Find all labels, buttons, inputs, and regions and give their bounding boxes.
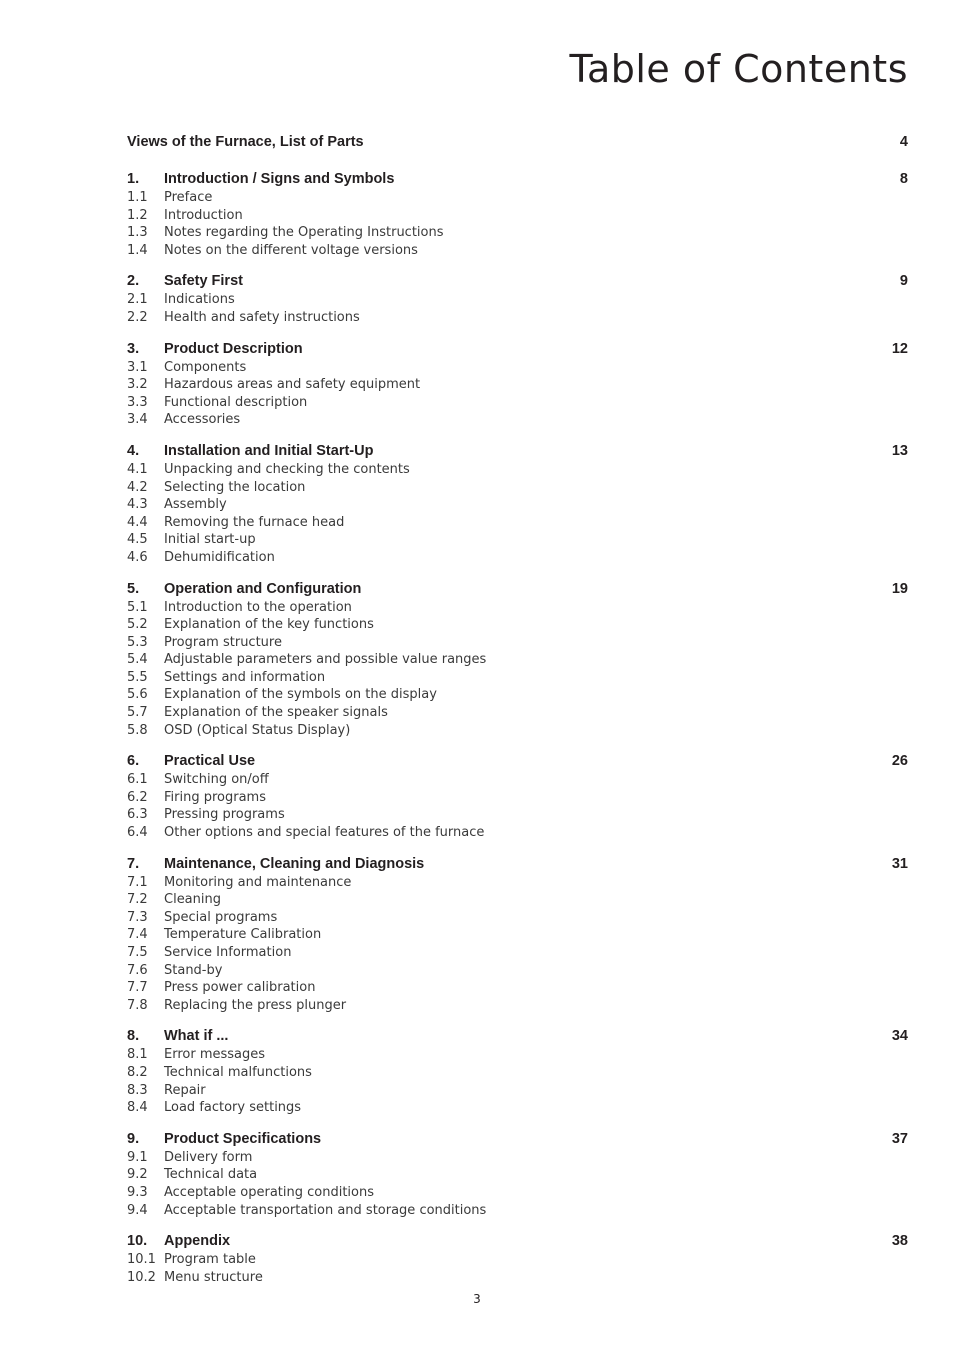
toc-subsection[interactable]	[127, 1251, 908, 1269]
toc-subsection-title: Program structure	[164, 634, 282, 650]
toc-subsection-number: 9.1	[127, 1149, 148, 1165]
toc-subsection[interactable]	[127, 962, 908, 980]
toc-section-heading[interactable]	[127, 1232, 908, 1251]
toc-subsection-number: 4.6	[127, 549, 148, 565]
toc-subsection-number: 10.1	[127, 1252, 156, 1268]
toc-subsection-title: Functional description	[164, 394, 308, 410]
toc-subsection-title: Temperature Calibration	[164, 927, 322, 943]
toc-subsection-title: Introduction	[164, 207, 243, 223]
toc-section-number: 8.	[127, 1028, 140, 1045]
toc-section-page: 13	[891, 442, 908, 459]
toc-section-page: 8	[899, 171, 908, 187]
toc-subsection[interactable]	[127, 189, 908, 207]
toc-subsection-number: 5.3	[127, 634, 148, 650]
toc-subsection-title: Adjustable parameters and possible value ranges	[164, 652, 487, 668]
toc-subsection-number: 7.8	[127, 997, 148, 1013]
toc-subsection-number: 1.1	[127, 190, 148, 205]
toc-section-page: 9	[899, 273, 908, 290]
toc-subsection[interactable]	[127, 309, 908, 327]
toc-section-number: 6.	[127, 753, 140, 770]
toc-subsection[interactable]	[127, 242, 908, 260]
toc-section-heading[interactable]	[127, 170, 908, 189]
toc-subsection-title: Stand-by	[164, 962, 223, 978]
toc-sections	[127, 170, 908, 1286]
toc-subsection-number: 1.3	[127, 225, 148, 241]
toc-subsection[interactable]	[127, 1149, 908, 1167]
toc-section-page: 34	[891, 1028, 908, 1045]
toc-section-page: 31	[891, 855, 908, 872]
toc-subsection-number: 8.1	[127, 1047, 148, 1063]
toc-section-heading[interactable]	[127, 752, 908, 771]
toc-subsection-number: 4.5	[127, 532, 148, 548]
toc-subsection-title: Technical malfunctions	[164, 1064, 312, 1080]
toc-subsection-title: Accessories	[164, 412, 241, 428]
toc-section-page: 26	[891, 753, 908, 770]
toc-subsection-title: Repair	[164, 1082, 206, 1098]
toc-subsection-number: 7.1	[127, 874, 148, 890]
toc-subsection[interactable]	[127, 909, 908, 927]
toc-subsection[interactable]	[127, 531, 908, 549]
toc-subsection-number: 5.6	[127, 687, 148, 703]
toc-section-number: 2.	[127, 273, 140, 290]
toc-subsection-number: 3.1	[127, 359, 148, 375]
toc-subsection-title: Monitoring and maintenance	[164, 874, 352, 890]
toc-subsection-title: Removing the furnace head	[164, 514, 345, 530]
toc-subsection-number: 7.4	[127, 927, 148, 943]
toc-subsection[interactable]	[127, 891, 908, 909]
table-of-contents	[127, 133, 908, 1299]
toc-section	[127, 1232, 908, 1286]
toc-subsection-title: Switching on/off	[164, 772, 269, 788]
toc-subsection-number: 5.2	[127, 617, 148, 633]
toc-subsection[interactable]	[127, 1184, 908, 1202]
toc-subsection-title: Settings and information	[164, 669, 326, 685]
toc-subsection[interactable]	[127, 1046, 908, 1064]
toc-section	[127, 580, 908, 740]
toc-section-number: 4.	[127, 442, 140, 459]
toc-subsection[interactable]	[127, 874, 908, 892]
toc-subsection[interactable]	[127, 479, 908, 497]
toc-section-title: Operation and Configuration	[164, 580, 362, 597]
toc-subsection[interactable]	[127, 686, 908, 704]
toc-subsection-title: Explanation of the key functions	[164, 617, 374, 633]
toc-subsection[interactable]	[127, 496, 908, 514]
toc-subsection-number: 5.7	[127, 705, 148, 721]
toc-section-heading[interactable]	[127, 442, 908, 461]
toc-subsection[interactable]	[127, 979, 908, 997]
toc-subsection-title: Error messages	[164, 1047, 266, 1063]
toc-subsection-title: Firing programs	[164, 789, 266, 805]
toc-section-heading[interactable]	[127, 580, 908, 599]
toc-subsection[interactable]	[127, 1099, 908, 1117]
toc-subsection-number: 5.8	[127, 722, 148, 738]
toc-subsection[interactable]	[127, 806, 908, 824]
toc-subsection-title: Dehumidification	[164, 549, 275, 565]
toc-subsection[interactable]	[127, 824, 908, 842]
toc-subsection-number: 1.2	[127, 207, 148, 223]
toc-subsection-number: 7.3	[127, 909, 148, 925]
toc-subsection-number: 4.4	[127, 514, 148, 530]
toc-subsection-title: OSD (Optical Status Display)	[164, 722, 351, 738]
toc-section-title: Maintenance, Cleaning and Diagnosis	[164, 855, 425, 872]
toc-subsection-title: Acceptable transportation and storage conditions	[164, 1202, 487, 1218]
toc-subsection-number: 6.1	[127, 772, 148, 788]
toc-subsection-title: Health and safety instructions	[164, 309, 360, 325]
toc-section	[127, 855, 908, 1015]
toc-subsection[interactable]	[127, 926, 908, 944]
toc-subsection[interactable]	[127, 722, 908, 740]
toc-subsection-number: 5.1	[127, 599, 148, 615]
toc-subsection-title: Service Information	[164, 945, 292, 960]
toc-section-page: 12	[891, 340, 908, 357]
toc-subsection-number: 6.4	[127, 825, 148, 841]
toc-subsection-title: Hazardous areas and safety equipment	[164, 377, 421, 393]
toc-subsection[interactable]	[127, 669, 908, 687]
toc-section	[127, 1130, 908, 1219]
page-number: 3	[473, 1292, 481, 1306]
toc-subsection-number: 6.2	[127, 789, 148, 805]
toc-subsection[interactable]	[127, 207, 908, 225]
toc-subsection[interactable]	[127, 1269, 908, 1287]
toc-subsection[interactable]	[127, 1064, 908, 1082]
toc-intro-page: 4	[899, 134, 908, 150]
toc-subsection-number: 5.4	[127, 652, 148, 668]
toc-section-number: 1.	[127, 171, 140, 187]
toc-subsection-number: 6.3	[127, 807, 148, 823]
toc-subsection[interactable]	[127, 376, 908, 394]
toc-subsection[interactable]	[127, 291, 908, 309]
toc-intro-entry[interactable]	[127, 133, 908, 152]
toc-section-number: 3.	[127, 340, 140, 357]
toc-subsection-number: 9.4	[127, 1202, 148, 1218]
toc-subsection-number: 7.5	[127, 945, 148, 960]
toc-subsection-title: Explanation of the speaker signals	[164, 705, 388, 721]
toc-subsection-title: Introduction to the operation	[164, 599, 352, 615]
toc-subsection-title: Delivery form	[164, 1149, 253, 1165]
toc-section-heading[interactable]	[127, 1130, 908, 1149]
toc-subsection[interactable]	[127, 549, 908, 567]
toc-subsection[interactable]	[127, 616, 908, 634]
toc-subsection-title: Technical data	[164, 1167, 258, 1183]
page-title: Table of Contents	[569, 47, 908, 91]
toc-section-page: 19	[891, 580, 908, 597]
toc-subsection[interactable]	[127, 461, 908, 479]
toc-subsection[interactable]	[127, 411, 908, 429]
toc-section-heading[interactable]	[127, 1027, 908, 1046]
toc-subsection-number: 10.2	[127, 1269, 156, 1285]
toc-subsection[interactable]	[127, 1082, 908, 1100]
toc-subsection[interactable]	[127, 599, 908, 617]
toc-section-page: 38	[891, 1233, 908, 1250]
toc-subsection-title: Special programs	[164, 909, 278, 925]
toc-section	[127, 170, 908, 259]
toc-section-number: 9.	[127, 1130, 140, 1147]
toc-subsection-title: Menu structure	[164, 1269, 263, 1285]
toc-subsection-title: Press power calibration	[164, 980, 316, 996]
toc-subsection[interactable]	[127, 359, 908, 377]
toc-section	[127, 752, 908, 841]
toc-subsection-number: 4.1	[127, 461, 148, 477]
toc-subsection-number: 7.7	[127, 980, 148, 996]
toc-section	[127, 340, 908, 429]
toc-section-title: Appendix	[164, 1233, 231, 1250]
toc-subsection-number: 3.2	[127, 377, 148, 393]
toc-subsection-title: Program table	[164, 1252, 256, 1268]
toc-section-title: Practical Use	[164, 753, 256, 770]
toc-subsection[interactable]	[127, 789, 908, 807]
toc-section-number: 7.	[127, 855, 140, 872]
toc-subsection-title: Notes on the different voltage versions	[164, 242, 418, 258]
toc-subsection-number: 4.2	[127, 479, 148, 495]
toc-subsection[interactable]	[127, 997, 908, 1015]
toc-subsection-title: Indications	[164, 292, 235, 308]
toc-intro-label: Views of the Furnace, List of Parts	[127, 134, 364, 150]
toc-subsection[interactable]	[127, 224, 908, 242]
toc-section-title: Installation and Initial Start-Up	[164, 442, 374, 459]
toc-subsection-title: Unpacking and checking the contents	[164, 461, 410, 477]
toc-section-page: 37	[891, 1130, 908, 1147]
toc-subsection-number: 9.3	[127, 1184, 148, 1200]
toc-subsection-title: Other options and special features of the furnace	[164, 825, 485, 841]
toc-subsection-number: 5.5	[127, 669, 148, 685]
toc-section	[127, 272, 908, 326]
toc-subsection-title: Replacing the press plunger	[164, 997, 347, 1013]
toc-subsection-title: Initial start-up	[164, 532, 256, 548]
toc-subsection-number: 7.2	[127, 892, 148, 908]
toc-subsection-title: Acceptable operating conditions	[164, 1184, 374, 1200]
toc-section-title: Introduction / Signs and Symbols	[164, 171, 395, 187]
toc-subsection-title: Preface	[164, 190, 213, 205]
toc-section-title: Product Specifications	[164, 1130, 322, 1147]
toc-subsection[interactable]	[127, 944, 908, 962]
toc-subsection-number: 8.2	[127, 1064, 148, 1080]
toc-subsection[interactable]	[127, 1166, 908, 1184]
toc-subsection-number: 8.3	[127, 1082, 148, 1098]
toc-subsection-title: Explanation of the symbols on the display	[164, 687, 437, 703]
toc-subsection-title: Pressing programs	[164, 807, 285, 823]
toc-section-number: 5.	[127, 580, 140, 597]
toc-subsection[interactable]	[127, 394, 908, 412]
toc-subsection-title: Notes regarding the Operating Instructions	[164, 225, 444, 241]
toc-section-title: What if ...	[164, 1028, 229, 1045]
toc-subsection-number: 2.2	[127, 309, 148, 325]
toc-subsection-number: 4.3	[127, 497, 148, 513]
toc-section-number: 10.	[127, 1233, 148, 1250]
toc-subsection[interactable]	[127, 704, 908, 722]
toc-subsection-number: 9.2	[127, 1167, 148, 1183]
toc-subsection[interactable]	[127, 1202, 908, 1220]
toc-subsection[interactable]	[127, 514, 908, 532]
toc-section-heading[interactable]	[127, 272, 908, 291]
toc-subsection-number: 3.4	[127, 412, 148, 428]
toc-subsection-number: 8.4	[127, 1100, 148, 1116]
toc-subsection-number: 3.3	[127, 394, 148, 410]
toc-section-heading[interactable]	[127, 855, 908, 874]
toc-section	[127, 1027, 908, 1116]
toc-subsection-title: Assembly	[164, 497, 227, 513]
toc-subsection-title: Load factory settings	[164, 1100, 302, 1116]
toc-subsection-title: Cleaning	[164, 892, 221, 908]
toc-subsection-title: Components	[164, 359, 247, 375]
toc-subsection-title: Selecting the location	[164, 479, 306, 495]
toc-section-heading[interactable]	[127, 340, 908, 359]
toc-section-title: Safety First	[164, 273, 243, 290]
toc-subsection[interactable]	[127, 651, 908, 669]
toc-subsection-number: 7.6	[127, 962, 148, 978]
toc-section-title: Product Description	[164, 340, 303, 357]
toc-subsection-number: 2.1	[127, 292, 148, 308]
toc-section	[127, 442, 908, 567]
toc-subsection[interactable]	[127, 771, 908, 789]
toc-subsection-number: 1.4	[127, 242, 148, 258]
toc-subsection[interactable]	[127, 634, 908, 652]
